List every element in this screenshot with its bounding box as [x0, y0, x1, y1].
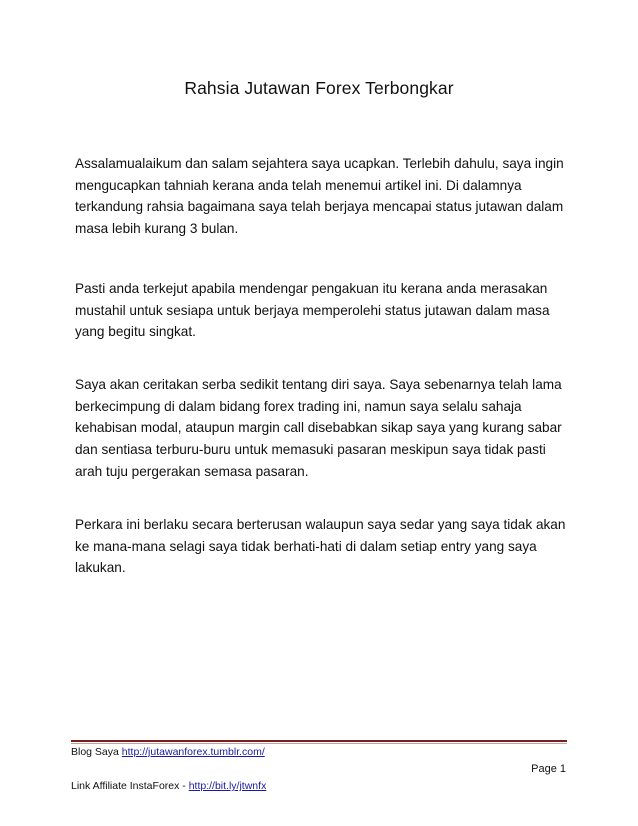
footer-blog-label: Blog Saya — [71, 746, 122, 758]
document-title: Rahsia Jutawan Forex Terbongkar — [184, 78, 454, 98]
paragraph-story: Saya akan ceritakan serba sedikit tentang diri saya. Saya sebenarnya telah lama berkecimpung di dalam bidang forex trading ini, namun saya selalu sahaja kehabisan modal, ataupun margin call disebabkan sikap saya yang kurang sabar dan sentiasa terburu-buru untuk memasuki pasaran meskipun saya tidak pasti arah tuju pergerakan semasa pasaran. — [75, 377, 562, 479]
footer-affiliate-label: Link Affiliate InstaForex - — [71, 780, 189, 792]
paragraph-greeting: Assalamualaikum dan salam sejahtera saya ucapkan. Terlebih dahulu, saya ingin mengucapkan tahniah kerana anda telah menemui artikel ini. Di dalamnya terkandung rahsia bagaimana saya telah berjaya mencapai status jutawan dalam masa lebih kurang 3 bulan. — [75, 156, 564, 237]
paragraph-surprise: Pasti anda terkejut apabila mendengar pengakuan itu kerana anda merasakan mustahil untuk sesiapa untuk berjaya memperolehi status jutawan dalam masa yang begitu singkat. — [75, 281, 550, 340]
footer-blog-line — [71, 746, 265, 758]
blog-link[interactable]: http://jutawanforex.tumblr.com/ — [121, 746, 265, 758]
paragraph-lesson: Perkara ini berlaku secara berterusan walaupun saya sedar yang saya tidak akan ke mana-mana selagi saya tidak berhati-hati di dalam setiap entry yang saya lakukan. — [75, 517, 566, 576]
footer-affiliate-line — [71, 780, 266, 792]
page-number: Page 1 — [531, 763, 566, 775]
affiliate-link[interactable]: http://bit.ly/jtwnfx — [188, 780, 267, 792]
footer-divider — [71, 740, 567, 742]
